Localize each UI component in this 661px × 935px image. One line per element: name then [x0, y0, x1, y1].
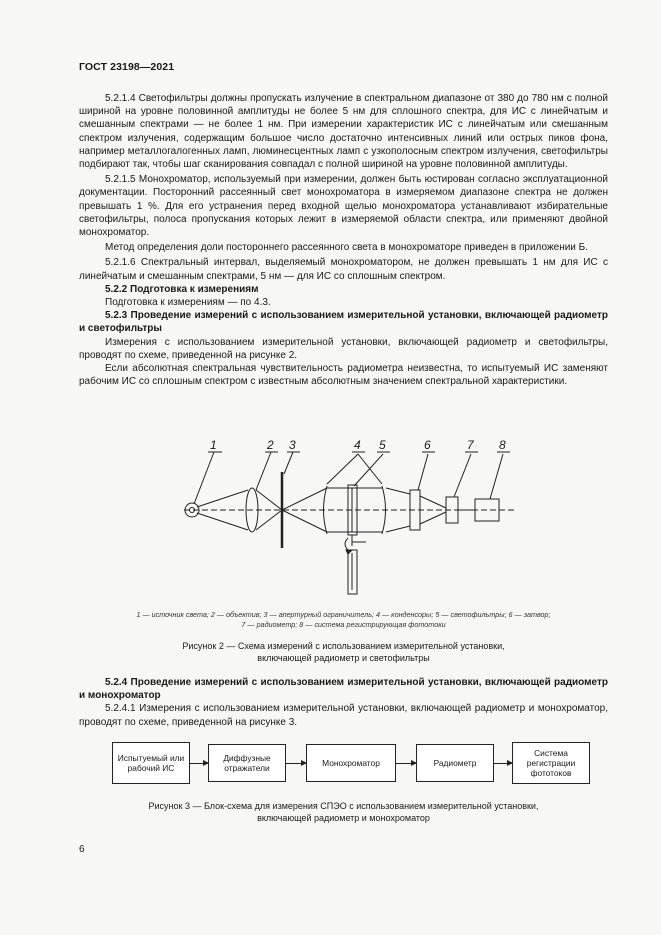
- block-diffuse-reflectors: Диффузные отражатели: [208, 744, 286, 782]
- block-test-source: Испытуемый или рабочий ИС: [112, 742, 190, 784]
- fig3-caption-line-1: Рисунок 3 — Блок-схема для измерения СПЭО с использованием измерительной установки,: [148, 801, 539, 811]
- arrow-icon: [494, 763, 512, 764]
- paragraph-measurement-scheme: Измерения с использованием измерительной установки, включающей радиометр и светофильтры, проводят по схеме, приведенной на рисунке 2.: [79, 336, 608, 361]
- paragraph-5-2-1-6: 5.2.1.6 Спектральный интервал, выделяемый монохроматором, не должен превышать 1 нм для ИС с линейчатым и смешанным спектрами, 5 нм — для ИС со сплошным спектром.: [79, 257, 608, 282]
- paragraph-5-2-1-4: 5.2.1.4 Светофильтры должны пропускать излучение в спектральном диапазоне от 380 до 780 нм с полной шириной на уровне половинной амплитуды не более 5 нм для сплошного спектра, для ИС с линейчатым и смешанным спектрами — не более 1 нм. При измерении характеристик ИС с линейчатым или смешанным спектром излучения, содержащим большое число достаточно интенсивных линий или острых пиков фона, например металлогалогенных ламп, люминесцентных ламп с узкополосным спектром излучения, светофильтры подбирают так, чтобы шаг сканирования совпадал с полной шириной на уровне половинной амплитуды.: [79, 93, 608, 171]
- arrow-icon: [396, 763, 416, 764]
- fig2-label-7: 7: [467, 438, 474, 452]
- arrow-icon: [190, 763, 208, 764]
- legend-line-1: 1 — источник света; 2 — объектив; 3 — апертурный ограничитель; 4 — конденсоры; 5 — светофильтры; 6 — затвор;: [136, 610, 551, 619]
- arrow-icon: [286, 763, 306, 764]
- figure-3-block-diagram: [112, 740, 592, 790]
- fig2-label-3: 3: [289, 438, 296, 452]
- fig2-caption-line-2: включающей радиометр и светофильтры: [257, 653, 430, 663]
- fig2-label-4: 4: [354, 438, 361, 452]
- fig2-label-6: 6: [424, 438, 431, 452]
- paragraph-5-2-4-1: 5.2.4.1 Измерения с использованием измерительной установки, включающей радиометр и монохроматор, проводят по схеме, приведенной на рисунке 3.: [79, 703, 608, 728]
- paragraph-5-2-1-5: 5.2.1.5 Монохроматор, используемый при измерении, должен быть юстирован согласно эксплуатационной документации. Посторонний рассеянный свет монохроматора в измеряемом диапазоне спектра не должен превышать 1 %. Для его устранения перед входной щелью монохроматора устанавливают избирательные светофильтры, полоса пропускания которых лежит в измеряемой области спектра, или применяют двойной монохроматор.: [79, 174, 608, 239]
- paragraph-radiometer-sensitivity: Если абсолютная спектральная чувствительность радиометра неизвестна, то испытуемый ИС заменяют рабочим ИС со сплошным спектром с известным абсолютным значением спектральной характеристики.: [79, 363, 608, 388]
- fig3-caption-line-2: включающей радиометр и монохроматор: [257, 813, 430, 823]
- legend-line-2: 7 — радиометр; 8 — система регистрирующая фототоки: [241, 620, 446, 629]
- fig2-label-8: 8: [499, 438, 506, 452]
- figure-3-caption: [79, 800, 608, 824]
- paragraph-appendix-ref: Метод определения доли постороннего рассеянного света в монохроматоре приведен в приложении Б.: [105, 242, 589, 254]
- figure-2-legend: [79, 610, 608, 630]
- block-radiometer: Радиометр: [416, 744, 494, 782]
- paragraph-preparation: Подготовка к измерениям — по 4.3.: [105, 297, 271, 309]
- block-registration-system: Система регистрации фототоков: [512, 742, 590, 784]
- figure-2-optical-scheme: [170, 432, 530, 602]
- document-header: ГОСТ 23198—2021: [79, 61, 175, 73]
- fig2-label-2: 2: [267, 438, 274, 452]
- block-monochromator: Монохроматор: [306, 744, 396, 782]
- figure-2-caption: [79, 640, 608, 664]
- page-number: 6: [79, 844, 85, 855]
- heading-5-2-3: 5.2.3 Проведение измерений с использованием измерительной установки, включающей радиометр и светофильтры: [79, 310, 608, 335]
- fig2-caption-line-1: Рисунок 2 — Схема измерений с использованием измерительной установки,: [182, 641, 505, 651]
- heading-5-2-2: 5.2.2 Подготовка к измерениям: [105, 283, 259, 295]
- fig2-label-5: 5: [379, 438, 386, 452]
- body-text-section-2: [79, 676, 608, 729]
- body-text-section-1: [79, 92, 608, 388]
- fig2-label-1: 1: [210, 438, 217, 452]
- heading-5-2-4: 5.2.4 Проведение измерений с использованием измерительной установки, включающей радиометр и монохроматор: [79, 677, 608, 702]
